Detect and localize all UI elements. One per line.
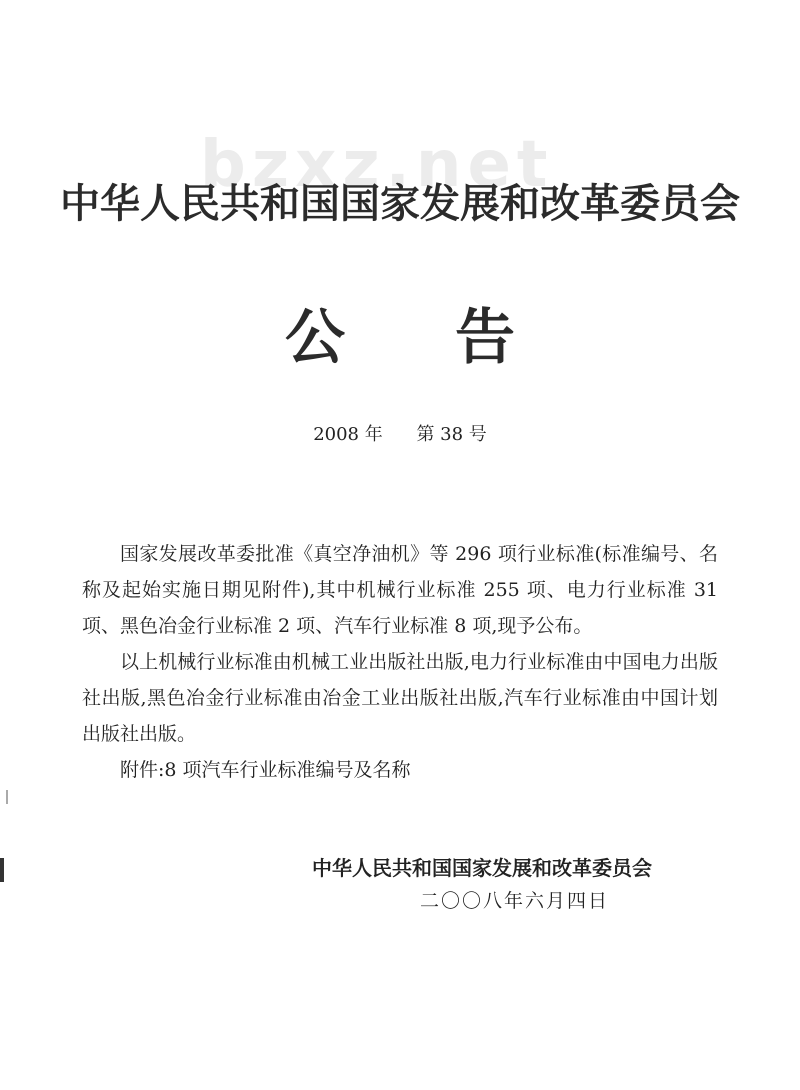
body-paragraph: 以上机械行业标准由机械工业出版社出版,电力行业标准由中国电力出版社出版,黑色冶金行业标准由冶金工业出版社出版,汽车行业标准由中国计划出版社出版。 <box>82 651 718 745</box>
signature-issuer: 中华人民共和国国家发展和改革委员会 <box>312 856 652 880</box>
scan-edge-dot <box>6 790 8 804</box>
body-paragraph: 国家发展改革委批准《真空净油机》等 296 项行业标准(标准编号、名称及起始实施日期见附件),其中机械行业标准 255 项、电力行业标准 31 项、黑色冶金行业标准 2 项、汽车行业标准 8 项,现予公布。 <box>82 543 718 637</box>
attachment-note: 附件:8 项汽车行业标准编号及名称 <box>120 759 411 781</box>
document-type-heading: 公告 <box>285 303 625 373</box>
signature-date: 二〇〇八年六月四日 <box>420 890 610 912</box>
document-number <box>0 420 800 446</box>
document-year: 2008 年 <box>313 424 383 445</box>
issuer-title: 中华人民共和国国家发展和改革委员会 <box>60 180 740 227</box>
watermark-logo: bzxz.net <box>200 128 554 202</box>
scan-edge-mark <box>0 858 4 882</box>
document-serial: 第 38 号 <box>416 424 487 445</box>
announcement-body <box>82 536 718 788</box>
